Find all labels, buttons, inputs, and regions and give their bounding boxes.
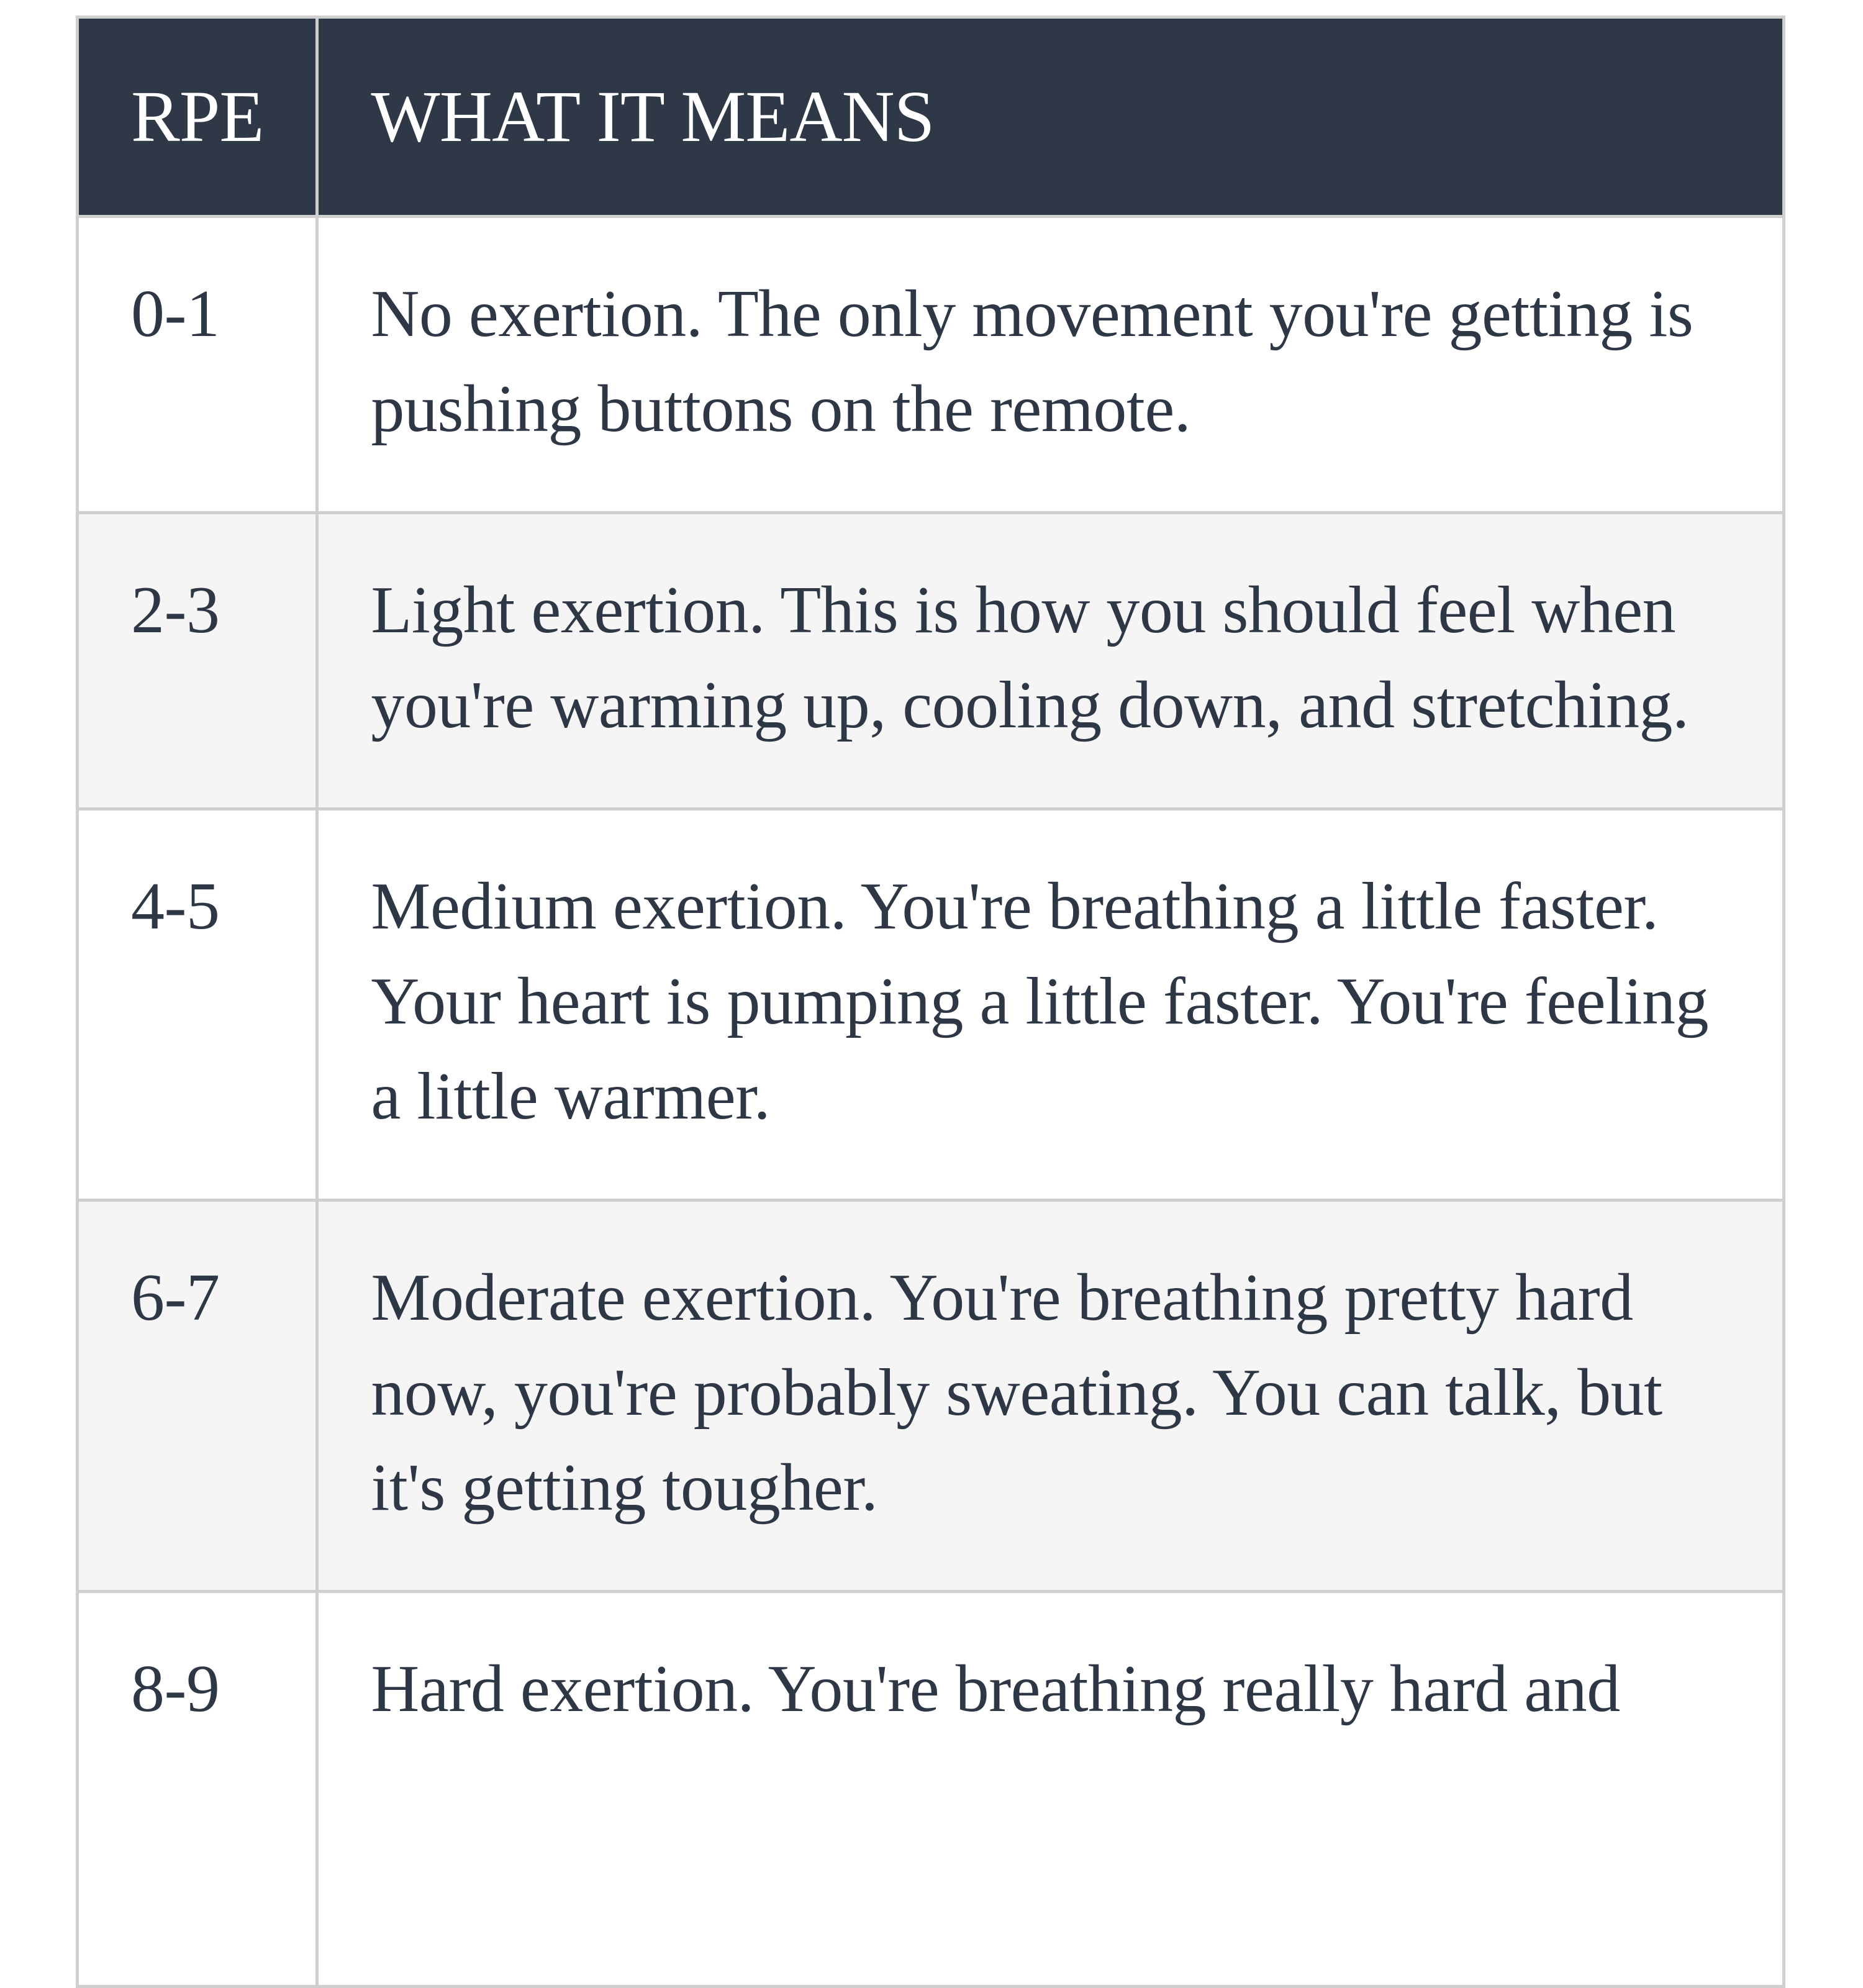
table-row: [78, 1201, 1784, 1592]
rpe-cell: 4-5: [78, 809, 317, 1201]
meaning-cell: Light exertion. This is how you should feel when you're warming up, cooling down, and stretching.: [317, 513, 1784, 809]
header-what-it-means: WHAT IT MEANS: [317, 17, 1784, 217]
table-row: [78, 513, 1784, 809]
rpe-table: [76, 16, 1785, 1988]
table-row: [78, 1592, 1784, 1987]
meaning-cell: Moderate exertion. You're breathing pretty hard now, you're probably sweating. You can talk, but it's getting tougher.: [317, 1201, 1784, 1592]
table-row: [78, 217, 1784, 513]
rpe-cell: 2-3: [78, 513, 317, 809]
meaning-cell: Medium exertion. You're breathing a little faster. Your heart is pumping a little faster. You're feeling a little warmer.: [317, 809, 1784, 1201]
rpe-cell: 8-9: [78, 1592, 317, 1987]
header-rpe: RPE: [78, 17, 317, 217]
table-row: [78, 809, 1784, 1201]
meaning-cell: Hard exertion. You're breathing really hard and: [317, 1592, 1784, 1987]
rpe-cell: 0-1: [78, 217, 317, 513]
meaning-cell: No exertion. The only movement you're getting is pushing buttons on the remote.: [317, 217, 1784, 513]
table-header-row: [78, 17, 1784, 217]
rpe-cell: 6-7: [78, 1201, 317, 1592]
